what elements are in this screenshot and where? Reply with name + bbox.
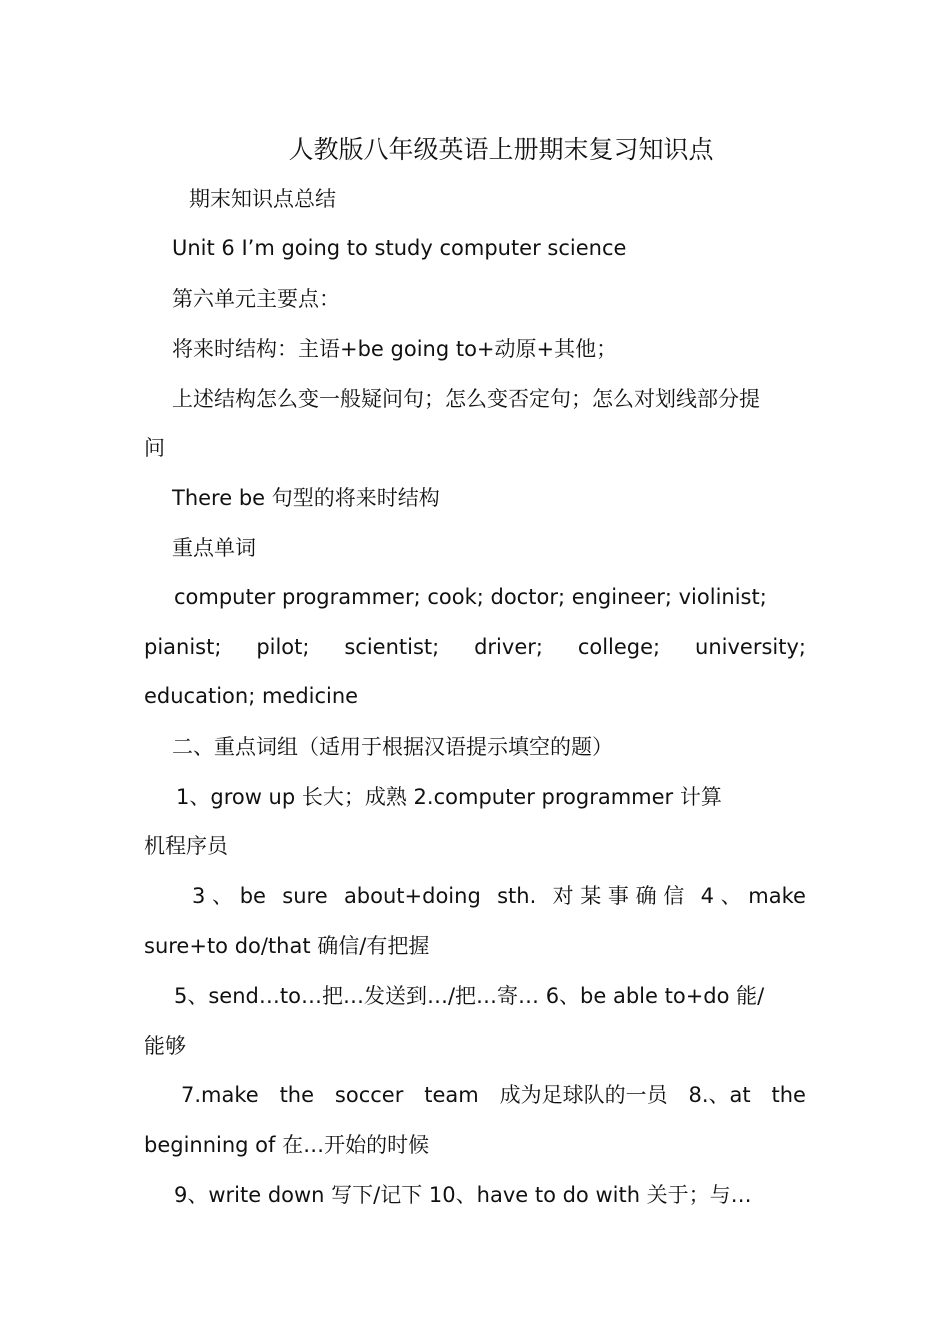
question-transform-line-1: 上述结构怎么变一般疑问句；怎么变否定句；怎么对划线部分提: [172, 387, 760, 411]
key-words-line-2: [144, 631, 806, 663]
document-title: 人教版八年级英语上册期末复习知识点: [288, 135, 714, 164]
word: the: [771, 1083, 806, 1107]
phrase-line-9: 9、write down 写下/记下 10、have to do with 关于；与…: [174, 1183, 752, 1207]
word: driver;: [474, 635, 543, 659]
phrase-line-8: beginning of 在…开始的时候: [144, 1133, 430, 1157]
key-phrases-heading: 二、重点词组（适用于根据汉语提示填空的题）: [172, 735, 613, 759]
word: 成为足球队的一员: [499, 1083, 668, 1107]
there-be-structure: There be 句型的将来时结构: [172, 486, 440, 510]
unit-main-points-heading: 第六单元主要点：: [172, 287, 340, 311]
word: 7.make: [181, 1083, 259, 1107]
word: 8.、at: [688, 1083, 751, 1107]
phrase-line-7: [181, 1079, 806, 1111]
word: college;: [577, 635, 661, 659]
phrase-line-5: 5、send…to…把…发送到…/把…寄… 6、be able to+do 能/: [174, 984, 765, 1008]
section-heading: 期末知识点总结: [189, 187, 336, 211]
word: 对 某 事 确 信: [552, 884, 685, 908]
phrase-line-6: 能够: [144, 1034, 186, 1058]
word: pianist;: [144, 635, 222, 659]
word: about+doing: [343, 884, 481, 908]
word: 3 、 be: [192, 884, 266, 908]
word: 4 、 make: [700, 884, 806, 908]
future-tense-structure: 将来时结构：主语+be going to+动原+其他；: [172, 337, 618, 361]
question-transform-line-2: 问: [144, 436, 165, 460]
word: scientist;: [344, 635, 440, 659]
unit-title: Unit 6 I’m going to study computer science: [172, 236, 627, 260]
phrase-line-2: 机程序员: [144, 834, 228, 858]
phrase-line-1: 1、grow up 长大；成熟 2.computer programmer 计算: [176, 785, 722, 809]
word: sth.: [497, 884, 537, 908]
word: soccer: [334, 1083, 404, 1107]
word: the: [279, 1083, 315, 1107]
key-words-heading: 重点单词: [172, 536, 256, 560]
phrase-line-4: sure+to do/that 确信/有把握: [144, 934, 430, 958]
word: pilot;: [256, 635, 310, 659]
word: sure: [282, 884, 328, 908]
phrase-line-3: [192, 880, 806, 912]
key-words-line-3: education; medicine: [144, 684, 359, 708]
word: team: [424, 1083, 479, 1107]
word: university;: [695, 635, 806, 659]
key-words-line-1: computer programmer; cook; doctor; engineer; violinist;: [174, 585, 767, 609]
